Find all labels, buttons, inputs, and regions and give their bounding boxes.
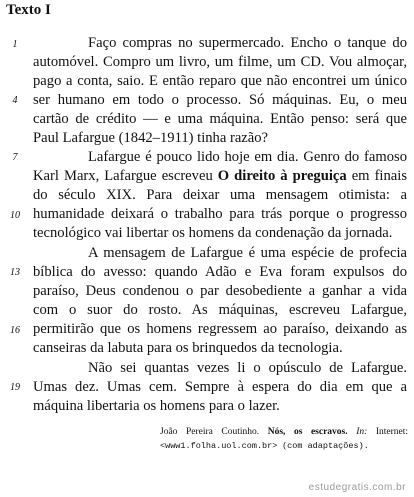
- watermark: estudegratis.com.br: [308, 482, 406, 493]
- citation-author: João Pereira Coutinho.: [160, 427, 260, 437]
- line-number: 13: [10, 267, 20, 278]
- line-number: 19: [10, 382, 20, 393]
- text-line: com o suor do rosto. As máquinas, escreveu Lafargue,: [33, 302, 407, 318]
- text-line: tecnológico vai libertar os homens da condenação da jornada.: [33, 225, 393, 241]
- book-title: O direito à preguiça: [217, 168, 347, 184]
- text-line: máquina libertaria os homens para o lazer.: [33, 398, 280, 414]
- text-line: Lafargue é pouco lido hoje em dia. Genro do famoso: [88, 149, 407, 165]
- text-line: automóvel. Compro um livro, um filme, um CD. Vou almoçar,: [33, 54, 407, 70]
- text-line: Não sei quantas vezes li o opúsculo de Lafargue.: [88, 360, 407, 376]
- text-segment: Karl Marx, Lafargue escreveu: [33, 168, 218, 184]
- text-line: permitirão que os homens regressem ao paraíso, deixando as: [33, 321, 407, 337]
- text-line: paraíso, Deus condenou o par desobediente a ganhar a vida: [33, 283, 407, 299]
- citation-line-2: [160, 440, 408, 453]
- text-segment: em finais: [346, 168, 407, 184]
- citation-url: <www1.folha.uol.com.br>: [160, 441, 278, 451]
- line-number: 7: [12, 152, 18, 163]
- text-line: bíblica do avesso: quando Adão e Eva foram expulsos do: [33, 264, 407, 280]
- line-number: 10: [10, 210, 20, 221]
- text-line: do século XIX. Para deixar uma mensagem otimista: a: [33, 187, 407, 203]
- text-line: humanidade deixará o trabalho para trás porque o progresso: [33, 206, 407, 222]
- text-line: pago a conta, saio. E então reparo que não encontrei um único: [33, 73, 407, 89]
- text-line: cartão de crédito — e uma máquina. Então penso: será que: [33, 111, 407, 127]
- citation-note: (com adaptações).: [282, 441, 369, 451]
- text-line: ser humano em todo o processo. Só máquinas. Eu, o meu: [33, 92, 407, 108]
- line-number: 16: [10, 325, 20, 336]
- text-line: canseiras da labuta para os brinquedos da tecnologia.: [33, 340, 343, 356]
- citation-source: Internet:: [375, 427, 409, 437]
- text-line-with-book-title: [33, 167, 407, 185]
- text-title: Texto I: [6, 2, 51, 18]
- citation-work: Nós, os escravos.: [267, 427, 348, 437]
- citation-line-1: [160, 426, 408, 439]
- text-line: A mensagem de Lafargue é uma espécie de profecia: [88, 245, 407, 261]
- line-number: 1: [12, 39, 18, 50]
- citation-in-label: In:: [356, 427, 368, 437]
- text-line: Umas dez. Umas cem. Sempre à espera do dia em que a: [33, 379, 407, 395]
- line-number: 4: [12, 95, 18, 106]
- text-line: Faço compras no supermercado. Encho o tanque do: [88, 35, 407, 51]
- text-line: Paul Lafargue (1842–1911) tinha razão?: [33, 130, 269, 146]
